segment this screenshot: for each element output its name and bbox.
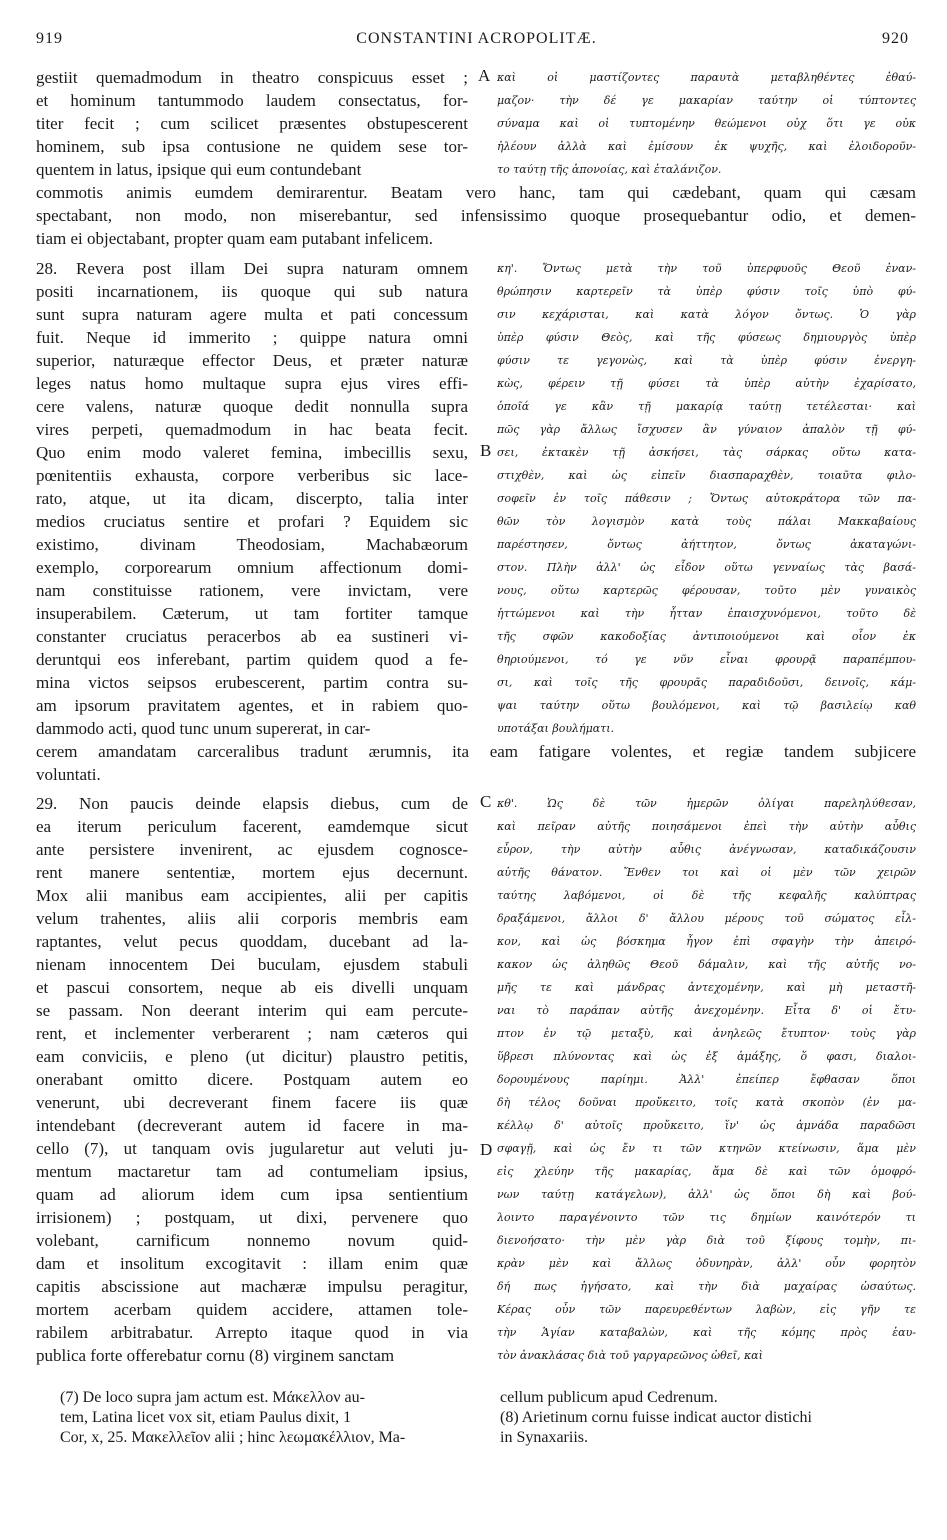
latin-column-block-1 [36, 66, 468, 181]
text-line: nienam innocentem Dei buculam, ejusdem stabuli [36, 955, 468, 974]
footnote-line: (8) Arietinum cornu fuisse indicat auctor distichi [500, 1409, 812, 1426]
footnote-line: tem, Latina licet vox sit, etiam Paulus dixit, 1 [60, 1409, 352, 1426]
text-line: θηριούμενοι, τό γε νῦν εἶναι φρουρᾷ παραπέμπου- [497, 653, 916, 666]
text-line: κακον ὡς ἀληθῶς Θεοῦ δάμαλιν, καὶ τῆς αὐτῆς νο- [497, 958, 916, 971]
text-line: raptantes, velut pecus quoddam, ducebant ad la- [36, 932, 468, 951]
text-line: ἠλέουν ἀλλὰ καὶ ἐμίσουν ἐκ ψυχῆς, καὶ ἐλοιδοροῦν- [497, 140, 916, 153]
text-line: σει, ἐκτακὲν τῇ ἀσκήσει, τὰς σάρκας οὕτω κατα- [497, 446, 916, 459]
text-line: δορουμένους παρίημι. Ἀλλ' ἐπείπερ ἔφθασαν ὅποι [497, 1073, 916, 1086]
text-line: το ταύτῃ τῆς ἀπονοίας, καὶ ἐταλάνιζον. [497, 163, 722, 176]
footnotes-right [500, 1388, 920, 1448]
page-number-right: 920 [882, 30, 909, 47]
text-line: ἡττώμενοι καὶ τὴν ἧτταν ἐπαισχυνόμενοι, τοῦτο δὲ [497, 607, 916, 620]
text-line: hominem, sub ipsa contusione ne quidem sese tor- [36, 137, 468, 156]
text-line: σιν κεχάρισται, καὶ κατὰ λόγον ὄντως. Ὁ γὰρ [497, 308, 916, 321]
text-line: δή πως ἡγήσατο, καὶ τὴν διὰ μαχαίρας ὡσαύτως. [497, 1280, 916, 1293]
text-line: mina victos seipsos erubescerent, partim contra su- [36, 673, 468, 692]
text-line: Mox alii manibus eam accipientes, alii per capitis [36, 886, 468, 905]
text-line: rato, atque, ut ita dicam, discerpto, talia inter [36, 489, 468, 508]
footnotes-left [60, 1388, 480, 1448]
text-line: ὑπὲρ φύσιν Θεὸς, καὶ τῆς φύσεως δημιουργὸς ὑπὲρ [497, 331, 916, 344]
text-line: θῶν τὸν λογισμὸν κατὰ τοὺς πάλαι Μακκαβαίους [497, 515, 916, 528]
text-line: irrisionem) ; postquam, ut dixi, pervenere quo [36, 1208, 468, 1227]
text-line: φύσιν τε γεγονὼς, καὶ τὰ ὑπὲρ φύσιν ἐνεργη- [497, 354, 916, 367]
text-line: constanter cruciatus peracerbos ab ea sustineri vi- [36, 627, 468, 646]
text-line: am ipsorum pravitatem agentes, et in rabiem quo- [36, 696, 468, 715]
text-line: καὶ πεῖραν αὐτῆς ποιησάμενοι ἐπεὶ τὴν αὐτὴν αὖθις [497, 820, 916, 833]
text-line: σύναμα καὶ οἱ τυπτομένην θεώμενοι οὐχ ὅτι γε οὐκ [497, 117, 916, 130]
text-line: μαζον· τὴν δέ γε μακαρίαν ταύτην οἱ τύπτοντες [497, 94, 916, 107]
full-width-text-block-2 [36, 740, 916, 786]
text-line: rabilem arbitrabatur. Arrepto itaque quod in via [36, 1323, 468, 1342]
text-line: ante persistere invenirent, ac ejusdem cognosce- [36, 840, 468, 859]
footnote-line: Cor, x, 25. Μακελλεῖον alii ; hinc λεωμακέλλιον, Ma- [60, 1429, 406, 1446]
text-line: στον. Πλὴν ἀλλ' ὡς εἶδον οὕτω γενναίως τὰς βασά- [497, 561, 916, 574]
text-line: νους, οὕτω καρτερῶς φέρουσαν, τοῦτο μὲν γυναικὸς [497, 584, 916, 597]
text-line: et pascui consortem, neque ab eis divelli unquam [36, 978, 468, 997]
text-line: deruntqui eos inferebant, partim quidem quod a fe- [36, 650, 468, 669]
section-marker-b: B [480, 441, 492, 460]
text-line: eam conviciis, e pleno (ut dicitur) plaustro petitis, [36, 1047, 468, 1066]
text-line: στιχθὲν, καὶ ὡς εἰπεῖν διασπαραχθὲν, τοιαῦτα φιλο- [497, 469, 916, 482]
text-line: κὼς, φέρειν τῇ φύσει τὰ ὑπὲρ αὐτὴν ἐχαρίσατο, [497, 377, 916, 390]
text-line: cere valens, naturæ quoque dedit nonnulla supra [36, 397, 468, 416]
text-line: gestiit quemadmodum in theatro conspicuus esset ; [36, 68, 468, 87]
latin-column-section-29 [36, 792, 468, 1367]
text-line: κη'. Ὄντως μετὰ τὴν τοῦ ὑπερφυοῦς Θεοῦ ἐναν- [497, 262, 916, 275]
text-line: venerunt, ubi decreverant finem facere iis quæ [36, 1093, 468, 1112]
text-line: cerem amandatam carceralibus tradunt ærumnis, ita eam fatigare volentes, et regiæ tandem subjicere [36, 742, 916, 761]
greek-column-block-1 [497, 66, 916, 181]
text-line: κθ'. Ὡς δὲ τῶν ἡμερῶν ὀλίγαι παρεληλύθεσαν, [497, 797, 916, 810]
text-line: σφαγῇ, καὶ ὡς ἔν τι τῶν κτηνῶν κτείνωσιν, ἅμα μὲν [497, 1142, 916, 1155]
text-line: tiam ei objectabant, propter quam eam putabant infelicem. [36, 229, 433, 248]
text-line: τῆς σφῶν κακοδοξίας ἀντιποιούμενοι καὶ οἷον ἐκ [497, 630, 916, 643]
text-line: παρέστησεν, ὄντως ἀήττητον, ὄντως ἀκαταγώνι- [497, 538, 916, 551]
text-line: leges natus homo multaque supra ejus vires effi- [36, 374, 468, 393]
text-line: εὗρον, τὴν αὐτὴν αὖθις ἀνέγνωσαν, καταδικάζουσιν [497, 843, 916, 856]
text-line: τὸν ἀνακλάσας διὰ τοῦ γαργαρεῶνος ὠθεῖ, καὶ [497, 1349, 763, 1362]
text-line: velum trahentes, aliis alii corporis membris eam [36, 909, 468, 928]
text-line: σοφεῖν ἐν τοῖς πάθεσιν ; Ὄντως αὐτοκράτορα τῶν πα- [497, 492, 916, 505]
text-line: 29. Non paucis deinde elapsis diebus, cum de [36, 794, 468, 813]
text-line: publica forte offerebatur cornu (8) virginem sanctam [36, 1346, 395, 1365]
text-line: spectabant, non modo, non miserebantur, sed infensissimo quoque prosequebantur odio, et demen- [36, 206, 916, 225]
text-line: fuit. Neque id immerito ; quippe natura omni [36, 328, 468, 347]
text-line: πτον ἐν τῷ μεταξὺ, καὶ ἀνηλεῶς ἔτυπτον· τοὺς γὰρ [497, 1027, 916, 1040]
text-line: λοιντο παραγένοιντο τῶν τις δημίων καινότερόν τι [497, 1211, 916, 1224]
text-line: vires perpeti, quemadmodum in hac beata fecit. [36, 420, 468, 439]
text-line: διενοήσατο· τὴν μὲν γὰρ διὰ τοῦ ξίφους τομὴν, πι- [497, 1234, 916, 1247]
text-line: existimo, divinam Theodosiam, Machabæorum [36, 535, 468, 554]
text-line: commotis animis eumdem demirarentur. Beatam vero hanc, tam qui cædebant, quam qui cæsam [36, 183, 916, 202]
text-line: intendebant (decreverant autem id facere in ma- [36, 1116, 468, 1135]
text-line: titer fecit ; cum scilicet præsentes obstupescerent [36, 114, 468, 133]
page-number-left: 919 [36, 30, 63, 47]
greek-column-section-29 [497, 792, 916, 1367]
latin-column-section-28 [36, 257, 468, 740]
text-line: se passam. Non deerant interim qui eam percute- [36, 1001, 468, 1020]
text-line: rent, et inclementer verberarent ; nam cæteros qui [36, 1024, 468, 1043]
text-line: ψαι ταύτην οὕτω βουλόμενοι, καὶ τῷ βασιλείῳ καθ [497, 699, 916, 712]
running-header [36, 30, 917, 54]
text-line: υποτάξαι βουλήματι. [497, 722, 615, 735]
text-line: ὕβρεσι πλύνοντας καὶ ὡς ἐξ ἁμάξης, ὅ φασι, διαλοι- [497, 1050, 916, 1063]
text-line: καὶ οἱ μαστίζοντες παραυτὰ μεταβληθέντες ἐθαύ- [497, 71, 916, 84]
text-line: ναι τὸ παράπαν αὐτῆς ἀνεχομένην. Εἶτα δ' οἱ ἔτυ- [497, 1004, 916, 1017]
footnote-line: in Synaxariis. [500, 1429, 588, 1446]
text-line: cello (7), ut tanquam ovis jugularetur aut veluti ju- [36, 1139, 468, 1158]
text-line: et hominum tantummodo laudem consectatus, for- [36, 91, 468, 110]
text-line: sunt supra naturam agere multa et pati concessum [36, 305, 468, 324]
text-line: nam constituisse rationem, vere invictam, vere [36, 581, 468, 600]
text-line: Quo enim modo valeret femina, imbecillis sexu, [36, 443, 468, 462]
footnote-line: cellum publicum apud Cedrenum. [500, 1389, 718, 1406]
text-line: rent manere sententiæ, mortem ejus decernunt. [36, 863, 468, 882]
text-line: dam et insolitum excogitavit : illam enim quæ [36, 1254, 468, 1273]
text-line: mortem acerbam quidem accidere, attamen tole- [36, 1300, 468, 1319]
text-line: 28. Revera post illam Dei supra naturam omnem [36, 259, 468, 278]
text-line: ὁποῖά γε κἂν τῇ μακαρίᾳ ταύτῃ τετέλεσται· καὶ [497, 400, 916, 413]
text-line: quam ad aliorum idem cum ipsa sentientium [36, 1185, 468, 1204]
text-line: τὴν Ἁγίαν καταβαλὼν, καὶ τῆς κόμης πρὸς ἑαυ- [497, 1326, 916, 1339]
full-width-text-block-1 [36, 181, 916, 250]
text-line: δραξάμενοι, ἄλλοι δ' ἄλλου μέρους τοῦ σώματος εἷλ- [497, 912, 916, 925]
text-line: εἰς χλεύην τῆς μακαρίας, ἅμα δὲ καὶ τῶν ὁμοφρό- [497, 1165, 916, 1178]
section-marker-c: C [480, 792, 492, 811]
text-line: capitis abscissione aut machæræ impulsu peragitur, [36, 1277, 468, 1296]
running-title: CONSTANTINI ACROPOLITÆ. [356, 30, 597, 47]
text-line: κον, καὶ ὡς βόσκημα ἦγον ἐπὶ σφαγὴν τὴν ἀπειρό- [497, 935, 916, 948]
text-line: quentem in latus, ipsique qui eum contundebant [36, 160, 362, 179]
text-line: δὴ τέλος δοῦναι προὔκειτο, τοῖς κατὰ σκοπὸν (ἐν μα- [497, 1096, 916, 1109]
text-line: voluntati. [36, 765, 101, 784]
text-line: πῶς γὰρ ἄλλως ἴσχυσεν ἂν γύναιον ἀπαλὸν τῇ φύ- [497, 423, 916, 436]
text-line: onerabant omitto dicere. Postquam autem eo [36, 1070, 468, 1089]
text-line: ea iterum periculum facerent, eamdemque sicut [36, 817, 468, 836]
text-line: νων ταύτῃ κατάγελων), ἀλλ' ὡς ὅποι δὴ καὶ βού- [497, 1188, 916, 1201]
text-line: medios cruciatus sentire et profari ? Equidem sic [36, 512, 468, 531]
text-line: Κέρας οὖν τῶν παρευρεθέντων λαβὼν, εἰς γῆν τε [497, 1303, 916, 1316]
footnote-line: (7) De loco supra jam actum est. Μάκελλον au- [60, 1389, 365, 1406]
text-line: αὐτῆς θάνατον. Ἔνθεν τοι καὶ οἱ μὲν τῶν χειρῶν [497, 866, 916, 879]
section-marker-a: A [478, 66, 491, 85]
greek-column-section-28 [497, 257, 916, 740]
text-line: insuperabilem. Cæterum, ut tam fortiter tamque [36, 604, 468, 623]
text-line: σι, καὶ τοῖς τῆς φρουρᾶς παραδιδοῦσι, δεινοῖς, κάμ- [497, 676, 916, 689]
text-line: superior, naturæque effector Deus, et præter naturæ [36, 351, 468, 370]
text-line: positi incarnationem, iis quoque qui sub natura [36, 282, 468, 301]
text-line: μῆς τε καὶ μάνδρας ἀντεχομένην, καὶ μὴ μεταστῆ- [497, 981, 916, 994]
text-line: dammodo acti, quod tunc unum supererat, in car- [36, 719, 371, 738]
text-line: exemplo, corporearum omnium affectionum domi- [36, 558, 468, 577]
text-line: θρώπησιν καρτερεῖν τὰ ὑπὲρ φύσιν τοῖς ὑπὸ φύ- [497, 285, 916, 298]
text-line: ταύτης λαβόμενοι, οἱ δὲ τῆς κεφαλῆς καλύπτρας [497, 889, 916, 902]
text-line: κέλλῳ δ' αὐτοῖς προὔκειτο, ἵν' ὡς ἀμνάδα παραδῶσι [497, 1119, 916, 1132]
text-line: pœnitentiis exhausta, corpore verberibus sic lace- [36, 466, 468, 485]
text-line: volebant, carnificum nonnemo novum quid- [36, 1231, 468, 1250]
text-line: κρὰν μὲν καὶ ἄλλως ὀδυνηρὰν, ἀλλ' οὖν φορητὸν [497, 1257, 916, 1270]
section-marker-d: D [480, 1140, 493, 1159]
text-line: mentum mactaretur tam ad contumeliam ipsius, [36, 1162, 468, 1181]
